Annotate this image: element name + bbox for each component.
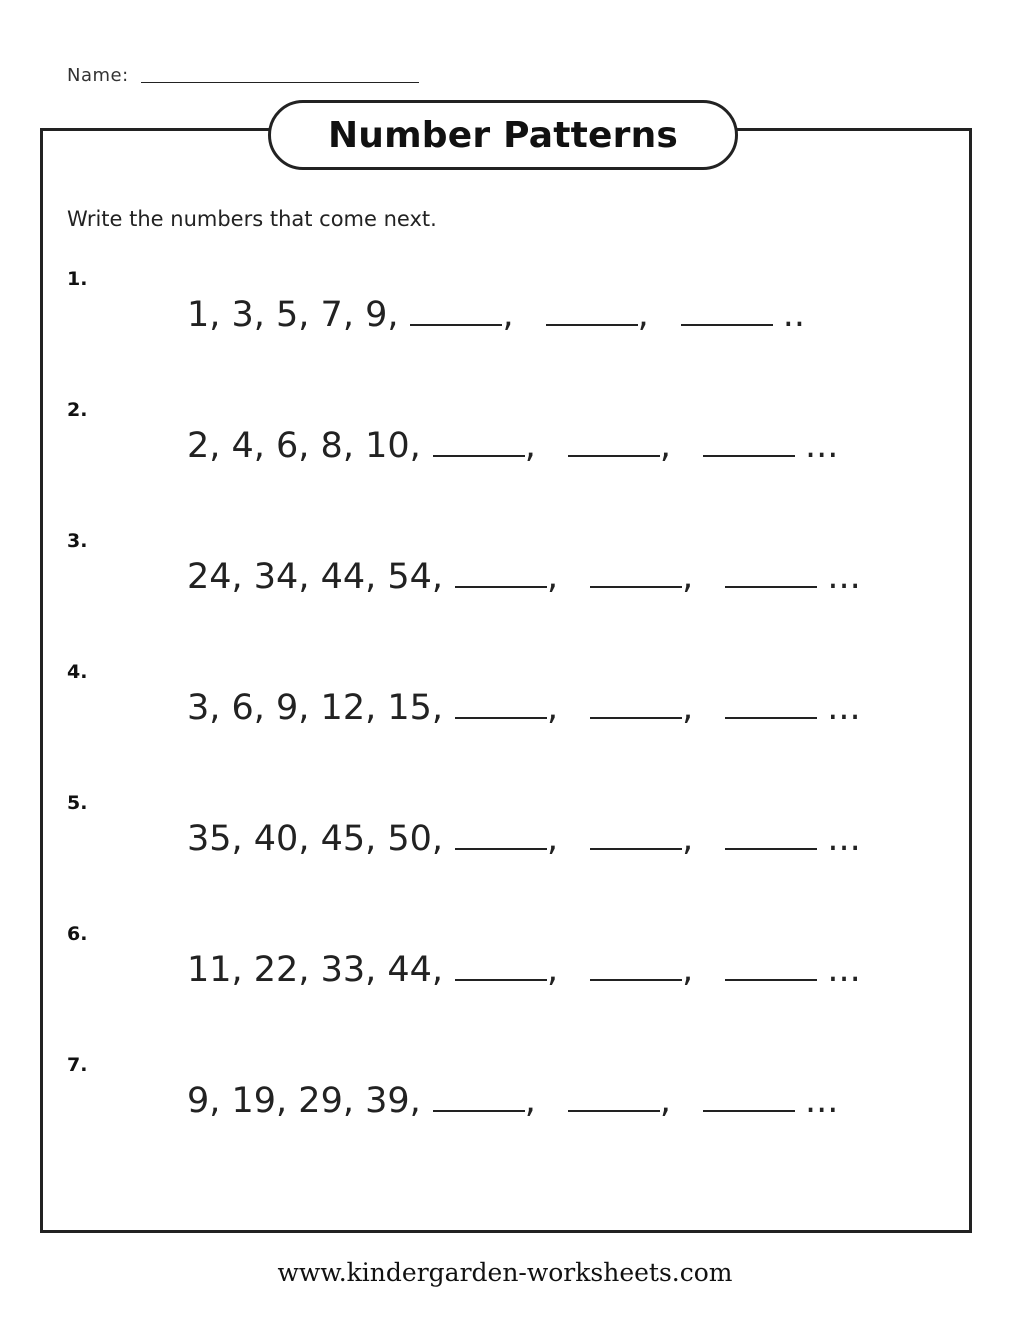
sequence-given: 1, 3, 5, 7, 9, (187, 295, 399, 335)
answer-blank-1[interactable] (433, 1080, 525, 1112)
separator: , (637, 295, 649, 335)
problem-4 (67, 661, 947, 751)
number-sequence (187, 1080, 838, 1121)
answer-blank-3[interactable] (681, 294, 773, 326)
instructions-text: Write the numbers that come next. (67, 207, 437, 231)
answer-blank-3[interactable] (725, 687, 817, 719)
answer-blank-2[interactable] (568, 425, 660, 457)
problem-number: 2. (67, 399, 88, 421)
answer-blank-1[interactable] (410, 294, 502, 326)
answer-blank-2[interactable] (590, 687, 682, 719)
page-title: Number Patterns (327, 114, 679, 156)
website-footer: www.kindergarden-worksheets.com (277, 1258, 733, 1287)
answer-blank-1[interactable] (433, 425, 525, 457)
problem-6 (67, 923, 947, 1013)
separator: , (682, 557, 694, 597)
name-label: Name: (67, 65, 129, 86)
problem-7 (67, 1054, 947, 1144)
title-banner (268, 100, 738, 170)
answer-blank-3[interactable] (725, 818, 817, 850)
separator: , (659, 1081, 672, 1121)
name-input-line[interactable] (141, 82, 419, 83)
answer-blank-2[interactable] (590, 556, 682, 588)
answer-blank-3[interactable] (725, 556, 817, 588)
sequence-given: 35, 40, 45, 50, (187, 819, 444, 859)
answer-blank-2[interactable] (590, 949, 682, 981)
number-sequence (187, 949, 861, 990)
sequence-given: 24, 34, 44, 54, (187, 557, 444, 597)
answer-blank-2[interactable] (546, 294, 638, 326)
sequence-given: 3, 6, 9, 12, 15, (187, 688, 444, 728)
answer-blank-1[interactable] (455, 687, 547, 719)
problem-2 (67, 399, 947, 489)
sequence-ending: ... (827, 557, 861, 597)
sequence-ending: .. (782, 295, 806, 335)
problem-number: 1. (67, 268, 88, 290)
sequence-given: 11, 22, 33, 44, (187, 950, 444, 990)
problem-3 (67, 530, 947, 620)
name-field-row (67, 60, 419, 86)
answer-blank-2[interactable] (590, 818, 682, 850)
number-sequence (187, 294, 805, 335)
sequence-ending: ... (827, 950, 861, 990)
answer-blank-1[interactable] (455, 949, 547, 981)
sequence-given: 2, 4, 6, 8, 10, (187, 426, 421, 466)
sequence-ending: ... (805, 426, 839, 466)
answer-blank-1[interactable] (455, 818, 547, 850)
number-sequence (187, 425, 838, 466)
sequence-ending: ... (827, 688, 861, 728)
answer-blank-3[interactable] (703, 425, 795, 457)
separator: , (547, 950, 559, 990)
sequence-ending: ... (805, 1081, 839, 1121)
number-sequence (187, 556, 861, 597)
separator: , (682, 688, 694, 728)
separator: , (524, 426, 536, 466)
sequence-ending: ... (827, 819, 861, 859)
problem-number: 5. (67, 792, 88, 814)
separator: , (502, 295, 514, 335)
problem-1 (67, 268, 947, 358)
separator: , (547, 819, 559, 859)
number-sequence (187, 818, 861, 859)
sequence-given: 9, 19, 29, 39, (187, 1081, 421, 1121)
problem-number: 4. (67, 661, 88, 683)
problem-number: 7. (67, 1054, 88, 1076)
separator: , (524, 1081, 536, 1121)
answer-blank-1[interactable] (455, 556, 547, 588)
problem-5 (67, 792, 947, 882)
answer-blank-2[interactable] (568, 1080, 660, 1112)
problem-number: 6. (67, 923, 88, 945)
separator: , (682, 950, 694, 990)
answer-blank-3[interactable] (703, 1080, 795, 1112)
answer-blank-3[interactable] (725, 949, 817, 981)
separator: , (682, 819, 694, 859)
number-sequence (187, 687, 861, 728)
problem-number: 3. (67, 530, 88, 552)
separator: , (659, 426, 672, 466)
separator: , (547, 557, 559, 597)
separator: , (547, 688, 559, 728)
